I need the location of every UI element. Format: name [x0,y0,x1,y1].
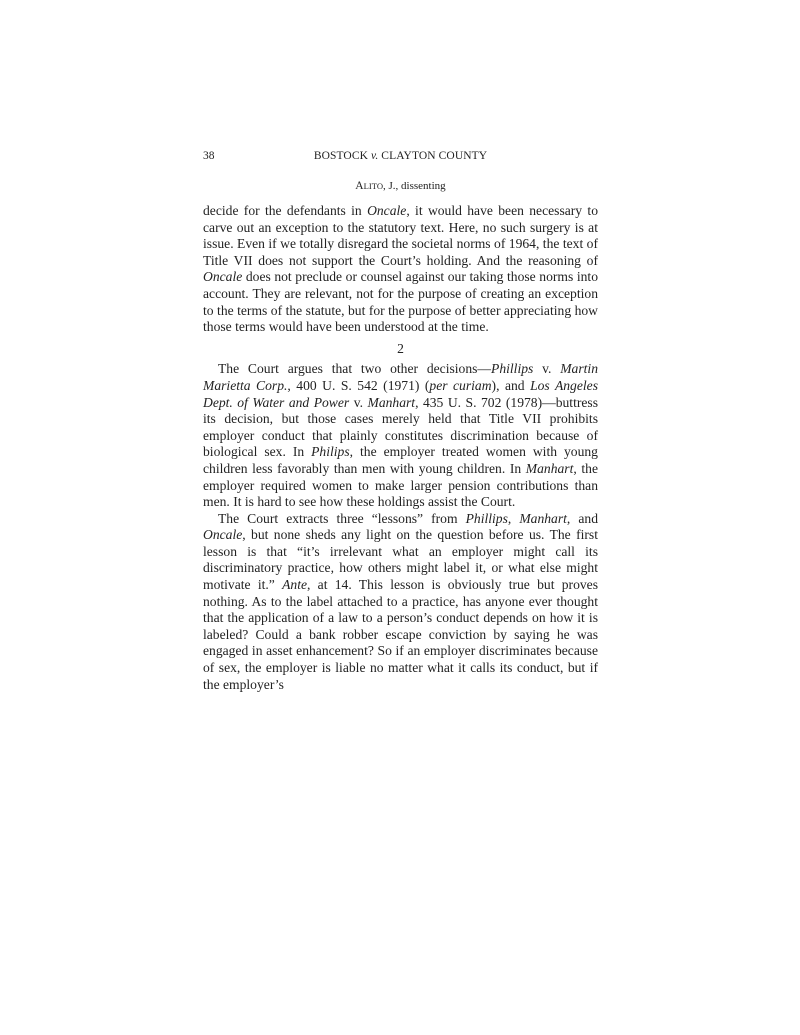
text-run: , the employer treated women with young children less favorably than men with young children. In [203,444,598,476]
text-run: v. [533,361,561,377]
text-run: , at 14. This lesson is obviously true but proves nothing. As to the label attached to a practice, has anyone ever thought that the application of a law to a person’s conduct depends on how it is labeled? Could a bank robber escape conviction by saying he was engaged in asset enhancement? So if an employer discriminates because of sex, the employer is liable no matter what it calls its conduct, but if the employer’s [203,577,598,692]
paragraph-3 [203,511,598,694]
case-citation: Oncale [203,269,243,285]
case-citation: Manhart [525,460,574,476]
case-citation: Manhart [519,510,567,526]
page-number: 38 [203,150,215,162]
opinion-author-initial: A [355,180,364,192]
text-run: ), and [491,377,531,393]
citation-ante: Ante [282,577,308,593]
opinion-body [203,203,598,693]
text-run: , the employer required women to make larger pension contributions than men. It is hard to see how these holdings assist the Court. [203,460,598,510]
opinion-label [203,180,598,193]
text-run: v. [349,394,368,410]
case-citation: Philips [311,444,350,460]
paragraph-2 [203,361,598,510]
text-run: , 435 U. S. 702 (1978)—buttress its decision, but those cases merely held that Title VII prohibits employer conduct that plainly constitutes discrimination because of biological sex. In [203,394,598,460]
case-citation: Oncale [367,203,407,218]
running-head [203,149,598,163]
text-run: , and [566,510,598,526]
case-citation: Martin Marietta Corp. [203,361,598,393]
text-run: , but none sheds any light on the question before us. The first lesson is that “it’s irrelevant what an employer might call its discriminatory practice, how others might label it, or what else might motivate it.” [203,527,598,593]
text-run: The Court extracts three “lessons” from [218,510,466,526]
text-run: The Court argues that two other decisions— [218,361,492,377]
section-number: 2 [397,340,404,356]
text-run: does not preclude or counsel against our taking those norms into account. They are relevant, not for the purpose of creating an exception to the terms of the statute, but for the purpose of better appreciating how those terms would have been understood at the time. [203,269,598,335]
text-run: , 400 U. S. 542 (1971) ( [287,377,430,393]
opinion-suffix: , J., dissenting [383,180,446,192]
case-name-left: BOSTOCK [313,150,368,162]
case-citation: Manhart [367,394,416,410]
text-run: , [507,510,520,526]
text-run: , it would have been necessary to carve out an exception to the statutory text. Here, no such surgery is at issue. Even if we totally disregard the societal norms of 1964, the text of Title VII does not support the Court’s holding. And the reasoning of [203,203,598,268]
case-citation: Oncale [203,527,243,543]
paragraph-1 [203,203,598,336]
opinion-author-rest: LITO [363,181,384,191]
case-name-right: CLAYTON COUNTY [381,150,488,162]
case-name-vs: v. [370,150,379,162]
text-run: decide for the defendants in [203,203,368,218]
latin-phrase: per curiam [429,377,492,393]
case-citation: Phillips [491,361,534,377]
case-citation: Phillips [465,510,508,526]
case-citation: Los Angeles Dept. of Water and Power [203,377,598,410]
